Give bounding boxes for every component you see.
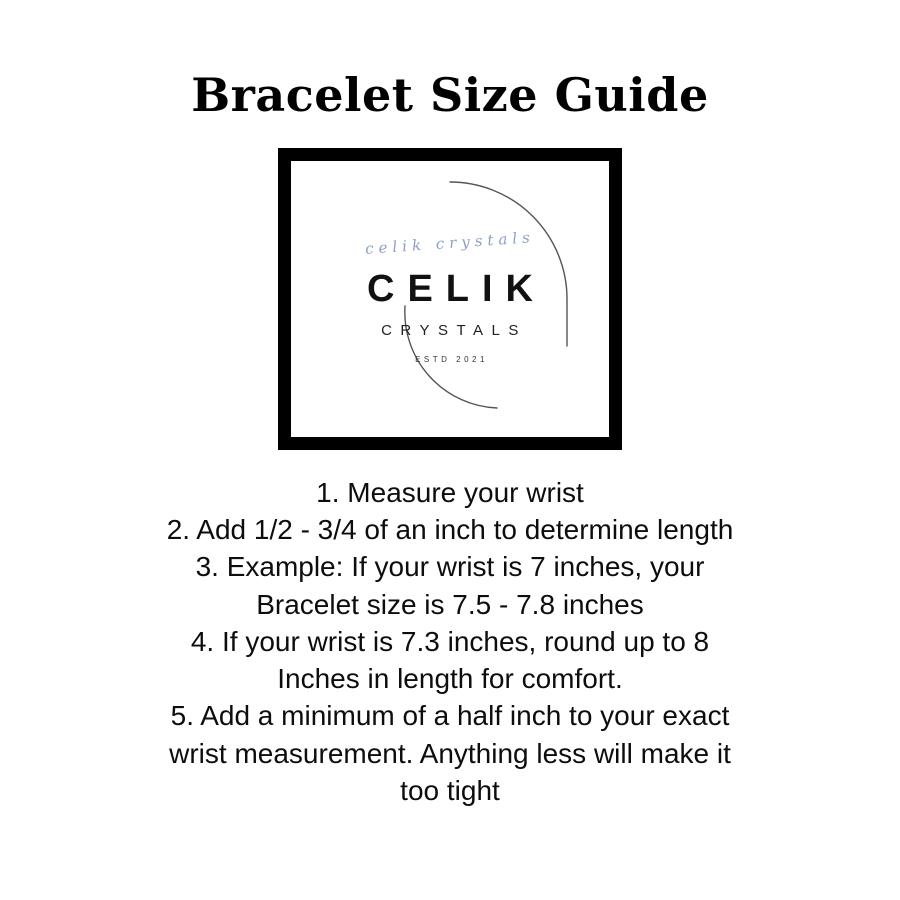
instructions-list (40, 474, 860, 809)
instruction-line: too tight (400, 774, 500, 806)
instruction-line: Bracelet size is 7.5 - 7.8 inches (256, 588, 644, 620)
instruction-line: 1. Measure your wrist (316, 477, 584, 508)
instruction-line: 2. Add 1/2 - 3/4 of an inch to determine length (166, 514, 734, 546)
page-title: Bracelet Size Guide (191, 68, 709, 122)
brand-logo-frame (278, 148, 622, 450)
brand-name: CELIK (367, 268, 546, 310)
brand-subtitle: CRYSTALS (381, 322, 527, 339)
instruction-line: 3. Example: If your wrist is 7 inches, your (195, 551, 705, 583)
brand-established: ESTD 2021 (415, 355, 488, 364)
instruction-line: wrist measurement. Anything less will make it (169, 737, 731, 769)
instruction-line: 4. If your wrist is 7.3 inches, round up to 8 (190, 625, 710, 657)
brand-script-text: celik crystals (364, 228, 536, 258)
instruction-line: Inches in length for comfort. (277, 663, 623, 695)
brand-logo-content (291, 161, 609, 437)
instruction-line: 5. Add a minimum of a half inch to your exact (170, 700, 730, 732)
